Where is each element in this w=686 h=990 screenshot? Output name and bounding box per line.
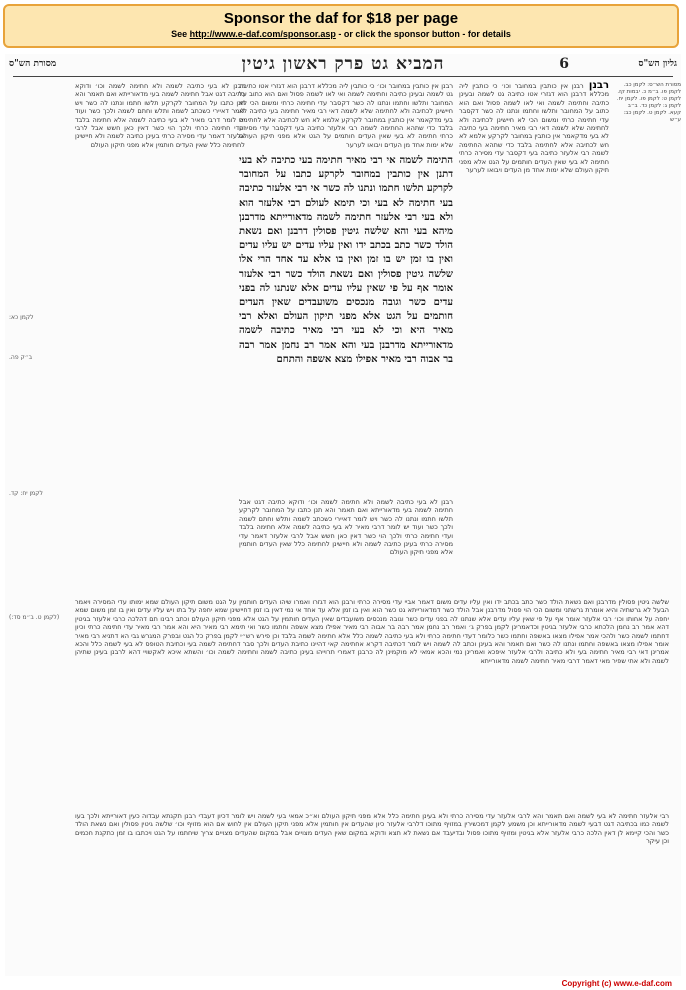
page-number: 6 xyxy=(559,56,569,72)
tosafot-column xyxy=(75,82,245,592)
page-title: המביא גט פרק ראשון גיטין xyxy=(241,54,445,74)
commentary-under-gemara: רבנן לא בעי כתיבה לשמה ולא חתימה לשמה וכו׳ ודוקא כתיבה דגט אבל חתימה לשמה בעי מדאורייתא ואם תאמר והא תנן כתבו על המחובר לקרקע תלשו חתמו ונתנו לה כשר ויש לומר דאיירי כשכתב לשמה ותלש וחתם לשמה ולכך כשר ועוד יש לומר דרבי מאיר לא בעי כתיבה לשמה אלא חתימה בלבד ועדי חתימה כרתי ולכך הוי כשר דאין כאן חשש אבל לרבי אלעזר דאמר עדי מסירה כרתי בעינן כתיבה לשמה ולא חיישינן לחתימה כלל שאין העדים חותמין אלא מפני תיקון העולם xyxy=(239,498,453,557)
commentary-top-center: רבנן אין כותבין במחובר וכו׳ כי כותבין ליה מכללא דרבנן הוא דגזרי אטו כתיבה גט לשמה ובעינן כתיבה וחתימה לשמה ואי לאו לשמה פסול ואם הוא כתוב על המחובר ותלשו וחתמו ונתנו לה כשר דקסבר עדי חתימה כרתי ומשום הכי לא חיישינן לכתיבה ולא לחתימה שלא לשמה דאי רבי מאיר חתימה בעי כתיבה לא בעי מדקאמר אין כותבין במחובר לקרקע אלמא לא חש לכתיבה אלא לחתימה בלבד כדי שתהא החתימה לשמה רבי אלעזר כתיבה בעי דקסבר עדי מסירה כרתי חתימה לא בעי שאין העדים חותמים על הגט אלא מפני תיקון העולם שלא ימות אחד מן העדים ויבואו לערער xyxy=(239,82,453,149)
marginal-notes-right: מסורת הש״ס: לקמן כב. לקמן פו. ב״מ כ. יבמות קז. לקמן ט: לקמן פו. לקמן יח. לקמן ג: לקמן כד. ב״ב קעא. לקמן ט. לקמן כב: ע״ש xyxy=(616,82,681,123)
rashi-column xyxy=(459,82,609,592)
copyright-notice[interactable]: Copyright (c) www.e-daf.com xyxy=(561,979,672,988)
right-header-label: גליון הש"ס xyxy=(638,59,677,69)
sponsor-link[interactable]: http://www.e-daf.com/sponsor.asp xyxy=(189,29,336,39)
gemara-text: התימה לשמה אי רבי מאיר חתימה בעי כתיבה לא בעי דתנן אין כותבין במחובר לקרקע כתבו על המחובר לקרקע תלשו חתמו ונתנו לה כשר אי רבי אלעזר כתיבה בעי חתימה לא בעי וכי תימא לעולם רבי אלעזר הוא ולא בעי רבי אלעזר חתימה לשמה מדאורייתא מדרבנן מיהא בעי והא שלשה גיטין פסולין דרבנן ואם נשאת הולד כשר כתב בכתב ידו ואין עליו עדים יש עליו עדים ואין בו זמן יש בו זמן ואין בו אלא עד אחד הרי אלו שלשה גיטין פסולין ואם נשאת הולד כשר רבי אלעזר אומר אף על פי שאין עליו עדים אלא שנתנו לה בפני עדים כשר וגובה מנכסים משועבדים שאין העדים חותמים על הגט אלא מפני תיקון העולם ואלא רבי מאיר היא וכי לא בעי רבי מאיר כתיבה לשמה מדאורייתא מדרבנן בעי והא אמר רב נחמן אמר רבה בר אבוה רבי מאיר אפילו מצא אשפה והתחם xyxy=(239,155,453,365)
margin-ref-2: ב״ק פה. xyxy=(9,354,33,361)
banner-subtitle: See http://www.e-daf.com/sponsor.asp - or click the sponsor button - for details xyxy=(171,29,511,39)
header-divider xyxy=(13,76,673,77)
margin-ref-1: לקמן כא: xyxy=(9,314,34,321)
left-header-label: מסורת הש"ס xyxy=(9,59,57,69)
dibur-hamatchil: רבנן xyxy=(583,82,609,91)
banner-title: Sponsor the daf for $18 per page xyxy=(223,10,459,27)
rashi-bottom: שלשה גיטין פסולין מדרבנן ואם נשאת הולד כשר כתב בכתב ידו ואין עליו עדים משום דאמר אביי עדי מסירה כרתי ורבנן הוא דגזרו ואמרו שיהו העדים חותמין על הגט משום תיקון העולם שמא ימותו עדי המסירה ויאמר הבעל לא גרשתיה והיא אומרת גרשתני ומשום הכי הוי פסול מדרבנן אבל הולד כשר דמדאורייתא גט כשר הוא ואין בו זמן אלא עד אחד אי נמי דאין בו זמן דחיישינן שמא יחפה על בתו ויש עליו עדים ואין בו זמן משום שמא יחפה על אחותו וכו׳ רבי אלעזר אומר אף על פי שאין עליו עדים אלא שנתנו לה בפני עדים כשר וגובה מנכסים משועבדים שאין העדים חותמין על הגט אלא מפני תיקון העולם וכתב רבינו תם דהלכה כרבי אלעזר בגיטין דהא אמר רב נחמן הלכתא כרבי אלעזר בגיטין וכדאמרינן לקמן בפרק ג׳ ואמר רב נחמן אמר רבה בר אבוה רבי מאיר אפילו מצא אשפה וחתמו כשר ואי תימא רבי מאיר היא והא אמר רבי מאיר עדי חתימה כרתי וכיון דחתמו לשמה כשר ולהכי אמר אפילו מצאו באשפה וחתמו כשר כלומר דעדי חתימה כרתי ולא בעי כתיבה לשמה כלל אלא חתימה לשמה בלבד וכן פירש רש״י לקמן בפרק כל הגט ובפרק המגרש גבי הא דתניא רבי מאיר אומר אפילו מצאו באשפה וחתמו ונתנו לה כשר ואם תאמר והא בעינן וכתב לה לשמה ויש לומר דכתיבה דקרא אחתימה קאי דהיינו כתיבת העדים ולכך סבר דחתימה לשמה בעי וכתיבת הטופס לא בעי לשמה כלל והכא אמרינן דאי רבי מאיר חתימה בעי ולא כתיבה ולרבי אלעזר איפכא ואמרינן נמי והכא אמאי לא מוקמינן לה כרבנן דאמרי תרוייהו בעינן כתיבה לשמה וחתימה לשמה וכו׳ והשתא איכא לאקשויי דהא לרבנן בעינן שתיהן לשמה ולא אתי שפיר מאי דאמר דרבי מאיר חתימה לשמה מדאורייתא xyxy=(75,598,669,665)
tosafot-text: רבנן לא בעי כתיבה לשמה ולא חתימה לשמה וכו׳ ודוקא כתיבה דגט אבל חתימה לשמה בעי מדאורייתא ואם תאמר והא תנן כתבו על המחובר לקרקע תלשו חתמו ונתנו לה כשר ויש לומר דאיירי כשכתב לשמה ותלש וחתם לשמה ולכך כשר ועוד יש לומר דרבי מאיר לא בעי כתיבה לשמה אלא חתימה בלבד ועדי חתימה כרתי ולכך הוי כשר דאין כאן חשש אבל לרבי אלעזר דאמר עדי מסירה כרתי בעינן כתיבה לשמה ולא חיישינן לחתימה כלל שאין העדים חותמין אלא מפני תיקון העולם xyxy=(75,82,245,149)
margin-ref-4: (לקמן ט. ב״מ סד:) xyxy=(9,614,60,621)
talmud-page xyxy=(5,54,681,976)
tosafot-bottom: רבי אלעזר חתימה לא בעי לשמה ואם תאמר והא לרבי אלעזר עדי מסירה כרתי ולא בעינן חתימה כלל אלא מפני תיקון העולם וא״כ אמאי בעי לשמה ויש לומר דכיון דעבדי רבנן תקנתא עבדוה כעין דאורייתא ולכך בעו לשמה כמו בכתיבה דגט דבעי לשמה מדאורייתא וכן משמע לקמן דמכשירין במזויף מתוכו דלרבי אלעזר כיון שהעדים אין חותמין אלא מפני תיקון העולם אין לחוש אם הוא מזויף וכו׳ שלשה גיטין פסולין ואם נשאת הולד כשר והכי קיימא לן דאין הלכה כרבי אלעזר אלא בגיטין ומזויף מתוכו פסול ובדיעבד אם נשאת לא תצא ודוקא במקום שאין העדים מצויים אבל במקום שהעדים מצויים צריך שיחתמו על הגט ויכתבו בו זמן כתקנת חכמים וכן עיקר xyxy=(75,812,669,846)
rashi-text: רבנן אין כותבין במחובר וכו׳ כי כותבין ליה מכללא דרבנן הוא דגזרי אטו כתיבה גט לשמה ובעינן כתיבה וחתימה לשמה ואי לאו לשמה פסול ואם הוא כתוב על המחובר ותלשו וחתמו ונתנו לה כשר דקסבר עדי חתימה כרתי ומשום הכי לא חיישינן לכתיבה ולא לחתימה שלא לשמה דאי רבי מאיר חתימה בעי כתיבה לא בעי מדקאמר אין כותבין במחובר לקרקע אלמא לא חש לכתיבה אלא לחתימה בלבד כדי שתהא החתימה לשמה רבי אלעזר כתיבה בעי דקסבר עדי מסירה כרתי חתימה לא בעי שאין העדים חותמים על הגט אלא מפני תיקון העולם שלא ימות אחד מן העדים ויבואו לערער xyxy=(459,82,609,175)
sponsor-banner[interactable] xyxy=(3,4,679,48)
margin-ref-3: לקמן יח: קד. xyxy=(9,490,43,497)
page-header xyxy=(5,54,681,76)
